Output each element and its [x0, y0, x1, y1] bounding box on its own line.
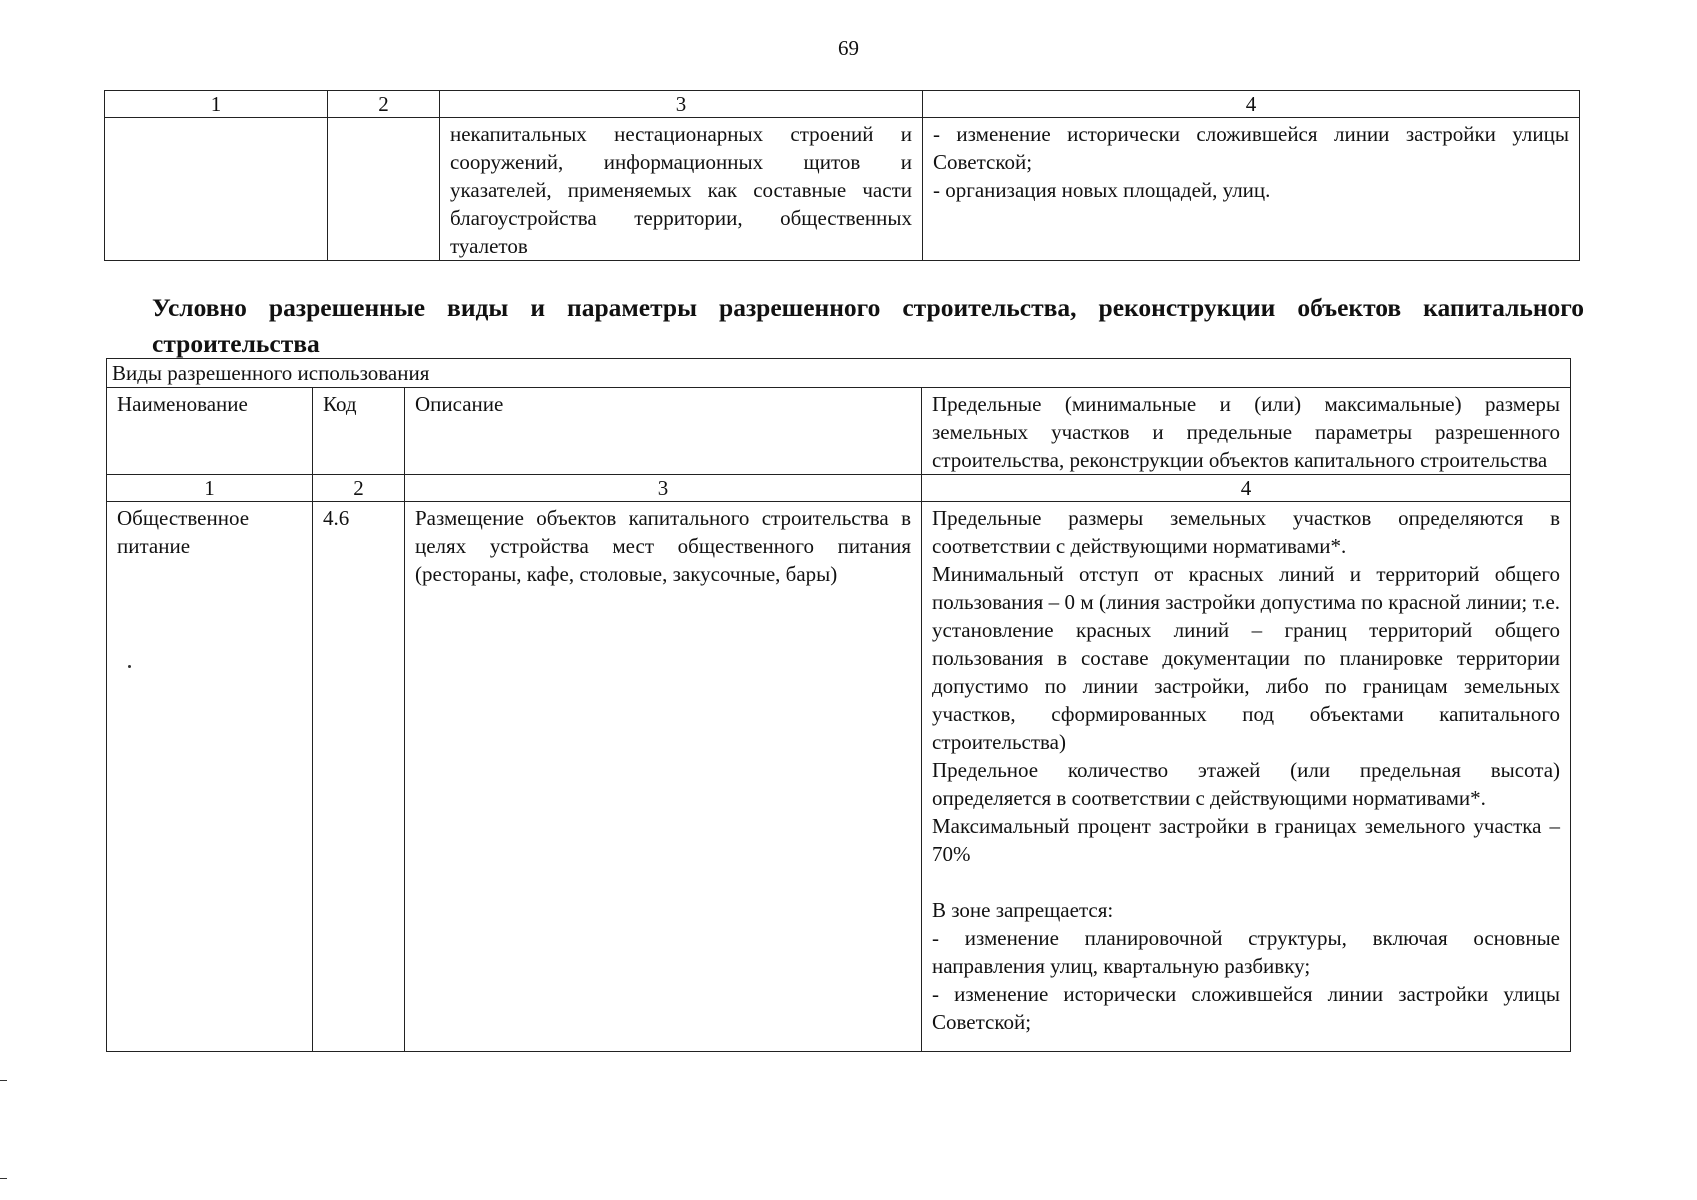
- limit-paragraph: Минимальный отступ от красных линий и территорий общего пользования – 0 м (линия застройки допустима по красной линии; т.е. установление красных линий – границ территорий общего пользования в составе документации по планировке территории допустимо по линии застройки, либо по границам земельных участков, сформированных под объектами капитального строительства): [932, 562, 1561, 754]
- cell-name: Общественное питание: [107, 502, 313, 1052]
- blank-line: [932, 868, 1560, 896]
- limit-paragraph: Максимальный процент застройки в границах земельного участка – 70%: [932, 814, 1561, 866]
- header-limits: Предельные (минимальные и (или) максимальные) размеры земельных участков и предельные параметры разрешенного строительства, реконструкции объектов капитального строительства: [922, 388, 1571, 475]
- limit-paragraph: Предельные размеры земельных участков определяются в соответствии с действующими нормативами*.: [932, 506, 1561, 558]
- column-number-row: [105, 91, 1580, 118]
- header-row: [107, 388, 1571, 475]
- scan-speck: [128, 665, 131, 668]
- column-number: 4: [922, 475, 1571, 502]
- prohibition-item: - изменение планировочной структуры, включая основные направления улиц, квартальную разбивку;: [932, 926, 1561, 978]
- page-number: 69: [838, 36, 859, 60]
- column-number: 1: [107, 475, 313, 502]
- cell-code: [328, 118, 440, 261]
- column-number: 3: [405, 475, 922, 502]
- restriction-item: - организация новых площадей, улиц.: [933, 178, 1271, 202]
- section-heading: Условно разрешенные виды и параметры разрешенного строительства, реконструкции объектов капитального строительства: [152, 293, 1584, 358]
- column-number: 4: [923, 91, 1580, 118]
- permitted-use-table: [106, 358, 1571, 1052]
- cell-name: [105, 118, 328, 261]
- cell-restrictions: [923, 118, 1580, 261]
- prohibition-heading: В зоне запрещается:: [932, 898, 1114, 922]
- header-code: Код: [313, 388, 405, 475]
- group-header: Виды разрешенного использования: [107, 359, 1571, 388]
- column-number: 1: [105, 91, 328, 118]
- table-row: [105, 118, 1580, 261]
- table-row: [107, 502, 1571, 1052]
- prohibition-item: - изменение исторически сложившейся линии застройки улицы Советской;: [932, 982, 1561, 1034]
- group-header-row: [107, 359, 1571, 388]
- cell-code: 4.6: [313, 502, 405, 1052]
- column-number: 2: [328, 91, 440, 118]
- column-number: 2: [313, 475, 405, 502]
- cell-limits: [922, 502, 1571, 1052]
- limit-paragraph: Предельное количество этажей (или предельная высота) определяется в соответствии с действующими нормативами*.: [932, 758, 1561, 810]
- header-description: Описание: [405, 388, 922, 475]
- margin-tick: [0, 1178, 7, 1179]
- margin-tick: [0, 1080, 7, 1081]
- column-number-row: [107, 475, 1571, 502]
- continuation-table: [104, 90, 1580, 261]
- cell-description: некапитальных нестационарных строений и сооружений, информационных щитов и указателей, применяемых как составные части благоустройства территории, общественных туалетов: [440, 118, 923, 261]
- column-number: 3: [440, 91, 923, 118]
- cell-description: Размещение объектов капитального строительства в целях устройства мест общественного питания (рестораны, кафе, столовые, закусочные, бары): [405, 502, 922, 1052]
- restriction-item: - изменение исторически сложившейся линии застройки улицы Советской;: [933, 122, 1569, 174]
- header-name: Наименование: [107, 388, 313, 475]
